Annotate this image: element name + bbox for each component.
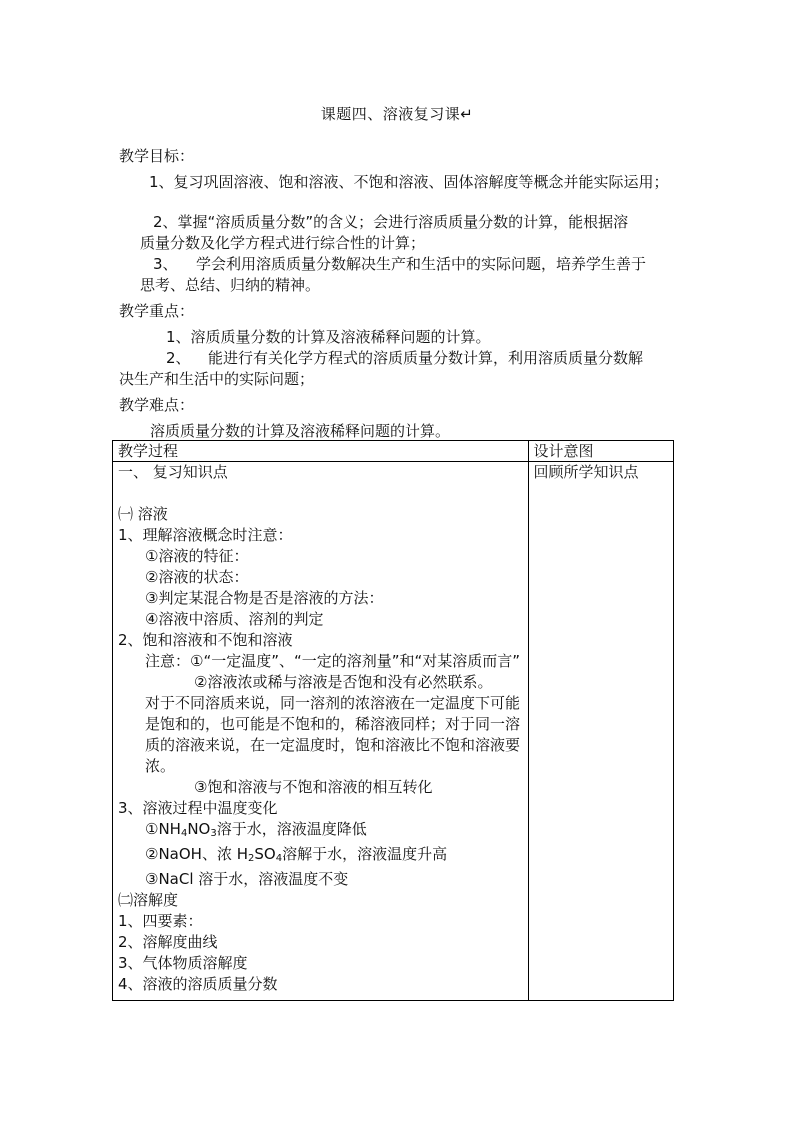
solubility-item-2: 2、溶解度曲线 (118, 933, 218, 951)
objective-item-3-line-1: 学会利用溶质质量分数解决生产和生活中的实际问题，培养学生善于 (196, 255, 647, 273)
point-2-c: ③饱和溶液与不饱和溶液的相互转化 (194, 778, 433, 796)
teaching-process-cell (113, 462, 529, 1001)
point-2: 2、饱和溶液和不饱和溶液 (118, 631, 293, 649)
point-3b: ②NaOH、浓 $H_2SO_4$溶解于水，溶液温度升高 (145, 845, 448, 864)
point-2-note: 注意：①“一定温度”、“一定的溶剂量”和“对某溶质而言” (145, 652, 521, 670)
section-review: 一、 复习知识点 (118, 463, 228, 481)
document-title: 课题四、溶液复习课↵ (320, 105, 474, 123)
header-design-intent: 设计意图 (528, 441, 673, 462)
point-3a: $①NH_4NO_3$溶于水，溶液温度降低 (145, 820, 367, 839)
point-1: 1、理解溶液概念时注意： (118, 526, 293, 544)
objective-item-3-line-2: 思考、总结、归纳的精神。 (140, 276, 321, 294)
key-points-heading: 教学重点： (119, 302, 195, 320)
key-point-item-2-line-1: 能进行有关化学方程式的溶质质量分数计算，利用溶质质量分数解 (208, 349, 644, 367)
solubility-item-4: 4、溶液的溶质质量分数 (118, 975, 278, 993)
design-intent-cell (528, 462, 673, 1001)
key-point-item-2-number: 2、 (166, 349, 191, 367)
objective-item-3-number: 3、 (153, 255, 178, 273)
point-1b: ②溶液的状态： (145, 568, 249, 586)
point-2-b-explanation: 对于不同溶质来说，同一溶剂的浓溶液在一定温度下可能是饱和的，也可能是不饱和的，稀溶液同样；对于同一溶质的溶液来说，在一定温度时，饱和溶液比不饱和溶液要浓。 (145, 694, 521, 775)
key-point-item-2-line-2: 决生产和生活中的实际问题； (119, 370, 315, 388)
objective-item-2-line-2: 质量分数及化学方程式进行综合性的计算； (140, 234, 426, 252)
objective-item-2-line-1: 2、掌握“溶质质量分数”的含义；会进行溶质质量分数的计算，能根据溶 (153, 213, 629, 231)
point-1a: ①溶液的特征： (145, 547, 249, 565)
table-content-row (113, 462, 674, 1001)
point-1c: ③判定某混合物是否是溶液的方法： (145, 589, 384, 607)
design-intent-text: 回顾所学知识点 (533, 463, 639, 481)
point-3: 3、溶液过程中温度变化 (118, 799, 278, 817)
header-teaching-process: 教学过程 (113, 441, 529, 462)
point-2-b: ②溶液浓或稀与溶液是否饱和没有必然联系。 (194, 673, 493, 691)
difficulty-item-1: 溶质质量分数的计算及溶液稀释问题的计算。 (150, 422, 451, 440)
key-point-item-1: 1、溶质质量分数的计算及溶液稀释问题的计算。 (166, 328, 491, 346)
teaching-process-table (112, 440, 674, 1001)
objectives-heading: 教学目标： (119, 147, 195, 165)
solubility-item-1: 1、四要素： (118, 912, 203, 930)
objective-item-1: 1、复习巩固溶液、饱和溶液、不饱和溶液、固体溶解度等概念并能实际运用； (149, 173, 669, 191)
table-header-row (113, 441, 674, 462)
subsection-solubility: ㈡溶解度 (118, 891, 179, 909)
subsection-solution: ㈠ 溶液 (118, 505, 168, 523)
solubility-item-3: 3、气体物质溶解度 (118, 954, 248, 972)
point-1d: ④溶液中溶质、溶剂的判定 (145, 610, 324, 628)
difficulties-heading: 教学难点： (119, 396, 195, 414)
point-3c: ③NaCl 溶于水，溶液温度不变 (145, 870, 349, 888)
